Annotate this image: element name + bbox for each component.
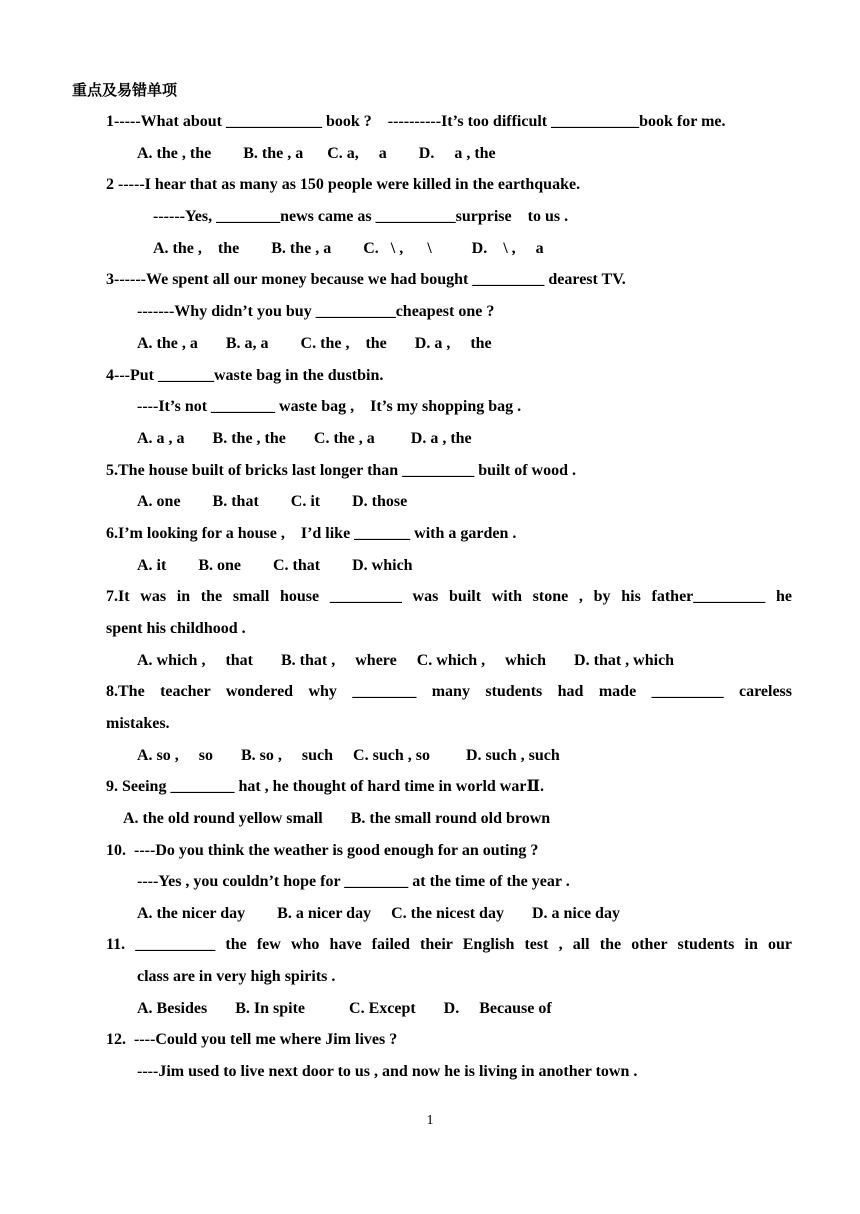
question-10-response: ----Yes , you couldn’t hope for ________ at the time of the year . (137, 873, 570, 890)
question-4-response: ----It’s not ________ waste bag , It’s my shopping bag . (137, 398, 522, 415)
question-4-text: 4---Put _______waste bag in the dustbin. (106, 367, 384, 384)
question-11-text-continued: class are in very high spirits . (137, 968, 336, 985)
page-number: 1 (426, 1113, 434, 1128)
question-6-text: 6.I’m looking for a house , I’d like _______ with a garden . (106, 525, 517, 542)
question-3-response: -------Why didn’t you buy __________cheapest one ? (137, 303, 495, 320)
question-9-text: 9. Seeing ________ hat , he thought of hard time in world warⅡ. (106, 778, 544, 795)
question-8-text-continued: mistakes. (106, 715, 170, 732)
question-12-response: ----Jim used to live next door to us , and now he is living in another town . (137, 1063, 638, 1080)
question-10-options: A. the nicer day B. a nicer day C. the nicest day D. a nice day (137, 905, 620, 922)
question-9-options: A. the old round yellow small B. the small round old brown (123, 810, 551, 827)
question-11-text: 11. __________ the few who have failed their English test , all the other students in our (106, 936, 792, 953)
question-8-text: 8.The teacher wondered why ________ many students had made _________ careless (106, 683, 792, 700)
question-1-options: A. the , the B. the , a C. a, a D. a , the (137, 145, 496, 162)
question-2-options: A. the , the B. the , a C. \ , \ D. \ , a (153, 240, 544, 257)
question-8-options: A. so , so B. so , such C. such , so D. such , such (137, 747, 560, 764)
question-10-text: 10. ----Do you think the weather is good enough for an outing ? (106, 842, 539, 859)
question-4-options: A. a , a B. the , the C. the , a D. a , the (137, 430, 472, 447)
page-heading: 重点及易错单项 (72, 81, 178, 99)
question-3-options: A. the , a B. a, a C. the , the D. a , the (137, 335, 492, 352)
question-3-text: 3------We spent all our money because we had bought _________ dearest TV. (106, 271, 626, 288)
question-2-text: 2 -----I hear that as many as 150 people were killed in the earthquake. (106, 176, 581, 193)
question-7-options: A. which , that B. that , where C. which , which D. that , which (137, 652, 675, 669)
question-6-options: A. it B. one C. that D. which (137, 557, 413, 574)
question-5-options: A. one B. that C. it D. those (137, 493, 408, 510)
question-12-text: 12. ----Could you tell me where Jim lives ? (106, 1031, 398, 1048)
question-5-text: 5.The house built of bricks last longer than _________ built of wood . (106, 462, 576, 479)
question-1-text: 1-----What about ____________ book ? ----------It’s too difficult ___________book for me. (106, 113, 726, 130)
question-7-text: 7.It was in the small house _________ was built with stone , by his father_________ he (106, 588, 792, 605)
question-11-options: A. Besides B. In spite C. Except D. Because of (137, 1000, 552, 1017)
question-2-response: ------Yes, ________news came as __________surprise to us . (153, 208, 569, 225)
question-7-text-continued: spent his childhood . (106, 620, 246, 637)
